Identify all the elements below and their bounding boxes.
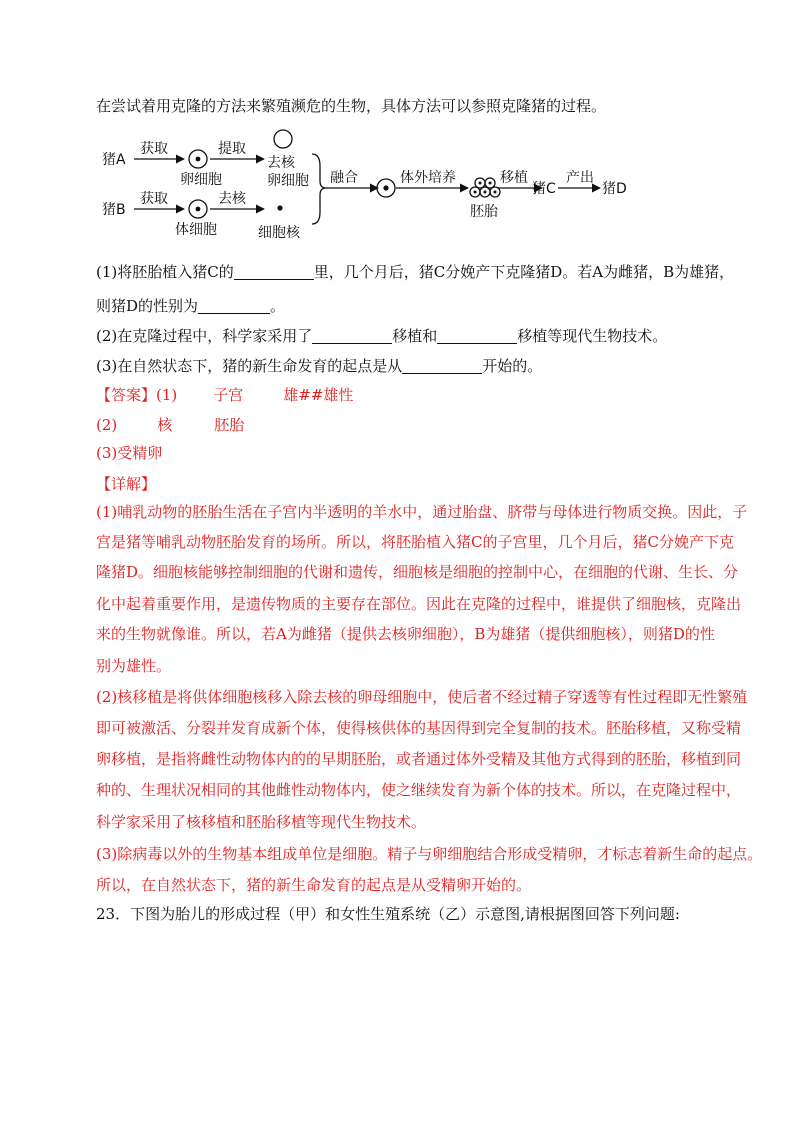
label-body-cell: 体细胞 <box>175 222 217 238</box>
detail-line: 卵移植，是指将雌性动物体内的的早期胚胎，或者通过体外受精及其他方式得到的胚胎，移植到同 <box>96 750 742 768</box>
answer-line-1: 【答案】(1) 子宫 雄##雄性 <box>96 386 354 404</box>
answer-blank <box>234 263 314 280</box>
detail-line: 化中起着重要作用，是遗传物质的主要存在部位。因此在克隆的过程中，谁提供了细胞核，克隆出 <box>96 595 742 613</box>
question-2: (2)在克隆过程中，科学家采用了 移植和 移植等现代生物技术。 <box>96 327 668 345</box>
detail-line: 科学家采用了核移植和胚胎移植等现代生物技术。 <box>96 813 427 831</box>
answer-1-value-1: 子宫 <box>213 386 244 404</box>
detail-line: (3)除病毒以外的生物基本组成单位是细胞。精子与卵细胞结合形成受精卵，才标志着新生命的起点。 <box>96 845 763 863</box>
label-culture: 体外培养 <box>400 170 456 186</box>
answer-1-value-2: 雄##雄性 <box>283 386 354 404</box>
detail-line: 隆猪D。细胞核能够控制细胞的代谢和遗传，细胞核是细胞的控制中心，在细胞的代谢、生长、分 <box>96 563 739 581</box>
detail-label: 【详解】 <box>96 475 157 493</box>
label-pig-b: 猪B <box>102 202 126 218</box>
detail-line: (1)哺乳动物的胚胎生活在子宫内半透明的羊水中，通过胎盘、脐带与母体进行物质交换。因此，子 <box>96 503 748 521</box>
label-obtain-a: 获取 <box>140 141 168 157</box>
cloning-diagram <box>100 126 640 246</box>
label-pig-c: 猪C <box>532 181 556 197</box>
answer-blank <box>402 357 482 374</box>
intro-text: 在尝试着用克隆的方法来繁殖濒危的生物，具体方法可以参照克隆猪的过程。 <box>96 97 607 115</box>
label-give-birth: 产出 <box>566 170 594 186</box>
label-remove-nucleus: 去核 <box>218 191 246 207</box>
answer-label: 【答案】 <box>96 386 157 404</box>
label-obtain-b: 获取 <box>140 191 168 207</box>
detail-line: 种的、生理状况相同的其他雌性动物体内，使之继续发育为新个体的技术。所以，在克隆过程中， <box>96 781 742 799</box>
question-3: (3)在自然状态下，猪的新生命发育的起点是从 开始的。 <box>96 357 543 375</box>
label-transplant: 移植 <box>500 170 528 186</box>
label-fuse: 融合 <box>330 170 358 186</box>
answer-blank <box>312 327 392 344</box>
label-embryo: 胚胎 <box>470 204 498 220</box>
detail-line: 宫是猪等哺乳动物胚胎发育的场所。所以，将胚胎植入猪C的子宫里，几个月后，猪C分娩产下克 <box>96 533 734 551</box>
question-1: (1)将胚胎植入猪C的 里，几个月后，猪C分娩产下克隆猪D。若A为雌猪，B为雄猪， <box>96 263 735 281</box>
question-1-cont: 则猪D的性别为 。 <box>96 297 286 315</box>
answer-line-2: (2) 核 胚胎 <box>96 416 245 434</box>
answer-blank <box>437 327 517 344</box>
answer-2-value-2: 胚胎 <box>214 416 245 434</box>
label-cell-nucleus: 细胞核 <box>258 225 300 241</box>
answer-blank <box>198 297 270 314</box>
answer-2-value-1: 核 <box>157 416 173 434</box>
label-extract: 提取 <box>218 141 246 157</box>
next-question: 23．下图为胎儿的形成过程（甲）和女性生殖系统（乙）示意图,请根据图回答下列问题: <box>96 905 680 923</box>
label-pig-d: 猪D <box>602 181 627 197</box>
label-pig-a: 猪A <box>102 152 126 168</box>
label-enucleated-1: 去核 <box>267 155 295 171</box>
answer-line-3: (3)受精卵 <box>96 444 163 462</box>
detail-line: 所以，在自然状态下，猪的新生命发育的起点是从受精卵开始的。 <box>96 876 532 894</box>
label-enucleated-2: 卵细胞 <box>267 173 309 189</box>
detail-line: 来的生物就像谁。所以，若A为雌猪（提供去核卵细胞），B为雄猪（提供细胞核），则猪D的性 <box>96 625 715 643</box>
detail-line: 别为雄性。 <box>96 657 172 675</box>
detail-line: 即可被激活、分裂并发育成新个体，使得核供体的基因得到完全复制的技术。胚胎移植，又称受精 <box>96 719 742 737</box>
detail-line: (2)核移植是将供体细胞核移入除去核的卵母细胞中，使后者不经过精子穿透等有性过程即无性繁殖 <box>96 688 748 706</box>
label-egg-cell: 卵细胞 <box>180 172 222 188</box>
